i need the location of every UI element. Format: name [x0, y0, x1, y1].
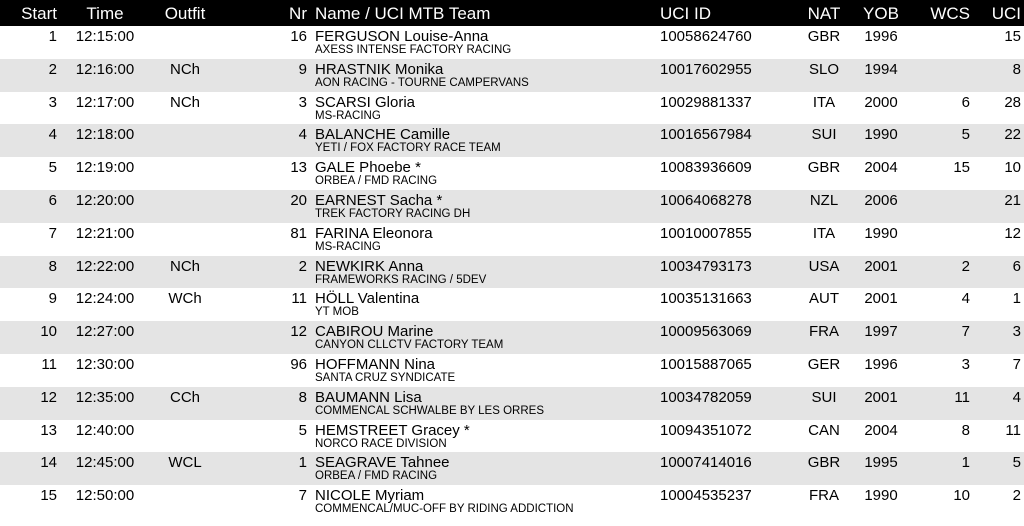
uci-id-cell: 10064068278 — [660, 191, 752, 209]
yob-cell: 1997 — [864, 323, 898, 341]
header-nat: NAT — [807, 4, 841, 23]
time-cell: 12:18:00 — [75, 126, 135, 144]
yob-cell: 2000 — [864, 93, 898, 111]
nr-cell: 20 — [290, 191, 307, 209]
nr-cell: 9 — [298, 60, 307, 78]
rider-name: BALANCHE Camille — [315, 126, 451, 144]
time-cell: 12:50:00 — [75, 487, 135, 505]
table-row — [0, 190, 1024, 223]
table-row — [0, 256, 1024, 289]
wcs-cell: 3 — [961, 355, 970, 373]
team-name: FRAMEWORKS RACING / 5DEV — [315, 273, 487, 286]
time-cell: 12:24:00 — [75, 290, 135, 308]
start-cell: 7 — [48, 224, 57, 242]
start-cell: 1 — [48, 28, 57, 45]
nr-cell: 81 — [290, 224, 307, 242]
table-row — [0, 420, 1024, 453]
rider-name: BAUMANN Lisa — [315, 388, 422, 406]
rider-name: GALE Phoebe * — [315, 159, 421, 177]
nat-cell: SUI — [811, 126, 837, 144]
team-name: COMMENCAL/MUC-OFF BY RIDING ADDICTION — [315, 503, 574, 516]
yob-cell: 2004 — [864, 421, 898, 439]
header-uci-points: UCI — [991, 4, 1021, 23]
start-cell: 11 — [41, 355, 57, 373]
wcs-cell: 15 — [953, 159, 970, 177]
time-cell: 12:35:00 — [75, 388, 135, 406]
rider-name: FARINA Eleonora — [315, 224, 433, 242]
rider-name: NICOLE Myriam — [315, 487, 425, 505]
start-cell: 14 — [40, 454, 57, 472]
uci-id-cell: 10058624760 — [660, 28, 752, 45]
uci-id-cell: 10029881337 — [660, 93, 752, 111]
time-cell: 12:27:00 — [75, 323, 135, 341]
uci-id-cell: 10034793173 — [660, 257, 752, 275]
yob-cell: 2006 — [864, 191, 898, 209]
rider-name: CABIROU Marine — [315, 323, 434, 341]
start-cell: 8 — [48, 257, 57, 275]
uci-points-cell: 8 — [1012, 60, 1021, 78]
nr-cell: 13 — [290, 159, 307, 177]
outfit-cell: CCh — [169, 388, 200, 406]
yob-cell: 1995 — [864, 454, 898, 472]
header-yob: YOB — [863, 4, 899, 23]
header-name: Name / UCI MTB Team — [315, 4, 491, 23]
rider-name: HEMSTREET Gracey * — [315, 421, 470, 439]
nr-cell: 16 — [290, 28, 307, 45]
table-row — [0, 59, 1024, 92]
outfit-cell: NCh — [169, 257, 200, 275]
start-cell: 6 — [48, 191, 57, 209]
time-cell: 12:30:00 — [75, 355, 135, 373]
uci-id-cell: 10004535237 — [660, 487, 752, 505]
uci-points-cell: 5 — [1012, 454, 1021, 472]
uci-id-cell: 10009563069 — [660, 323, 752, 341]
yob-cell: 1994 — [864, 60, 898, 78]
yob-cell: 1990 — [864, 487, 898, 505]
table-row — [0, 288, 1024, 321]
nr-cell: 1 — [298, 454, 307, 472]
table-row — [0, 321, 1024, 354]
team-name: CANYON CLLCTV FACTORY TEAM — [315, 339, 504, 352]
outfit-cell: WCL — [168, 454, 202, 472]
team-name: YT MOB — [315, 306, 359, 319]
nat-cell: USA — [808, 257, 840, 275]
team-name: COMMENCAL SCHWALBE BY LES ORRES — [315, 404, 544, 417]
outfit-cell: WCh — [168, 290, 202, 308]
uci-points-cell: 21 — [1004, 191, 1021, 209]
start-cell: 12 — [40, 388, 57, 406]
uci-points-cell: 10 — [1004, 159, 1021, 177]
rider-name: EARNEST Sacha * — [315, 191, 443, 209]
time-cell: 12:45:00 — [75, 454, 135, 472]
wcs-cell: 7 — [961, 323, 970, 341]
wcs-cell: 10 — [953, 487, 970, 505]
team-name: SANTA CRUZ SYNDICATE — [315, 371, 456, 384]
uci-id-cell: 10083936609 — [660, 159, 752, 177]
table-row — [0, 92, 1024, 125]
header-start: Start — [21, 4, 57, 23]
uci-points-cell: 28 — [1004, 93, 1021, 111]
table-row — [0, 223, 1024, 256]
table-row — [0, 387, 1024, 420]
team-name: YETI / FOX FACTORY RACE TEAM — [315, 142, 501, 155]
start-cell: 3 — [48, 93, 57, 111]
nat-cell: GBR — [807, 454, 841, 472]
start-cell: 5 — [48, 159, 57, 177]
wcs-cell: 2 — [961, 257, 970, 275]
nr-cell: 3 — [298, 93, 307, 111]
header-time: Time — [86, 4, 124, 23]
table-row — [0, 452, 1024, 485]
header-wcs: WCS — [930, 4, 970, 23]
header-outfit: Outfit — [164, 4, 206, 23]
time-cell: 12:19:00 — [75, 159, 135, 177]
yob-cell: 1996 — [864, 355, 898, 373]
uci-points-cell: 2 — [1012, 487, 1021, 505]
start-cell: 9 — [48, 290, 57, 308]
header-nr: Nr — [289, 4, 307, 23]
uci-points-cell: 11 — [1005, 421, 1021, 439]
time-cell: 12:40:00 — [75, 421, 135, 439]
team-name: AXESS INTENSE FACTORY RACING — [315, 44, 512, 56]
table-row — [0, 157, 1024, 190]
header-uci-id: UCI ID — [660, 4, 711, 23]
nr-cell: 2 — [298, 257, 307, 275]
nat-cell: GER — [807, 355, 841, 373]
uci-points-cell: 4 — [1012, 388, 1021, 406]
start-cell: 4 — [48, 126, 57, 144]
nr-cell: 12 — [290, 323, 307, 341]
time-cell: 12:16:00 — [75, 60, 135, 78]
start-cell: 15 — [40, 487, 57, 505]
uci-id-cell: 10015887065 — [660, 355, 752, 373]
yob-cell: 1996 — [864, 28, 898, 45]
uci-id-cell: 10017602955 — [660, 60, 752, 78]
nat-cell: SUI — [811, 388, 837, 406]
rider-name: HOFFMANN Nina — [315, 355, 436, 373]
rider-name: FERGUSON Louise-Anna — [315, 28, 489, 45]
team-name: MS-RACING — [315, 240, 381, 253]
wcs-cell: 4 — [961, 290, 970, 308]
outfit-cell: NCh — [169, 60, 200, 78]
time-cell: 12:22:00 — [75, 257, 135, 275]
wcs-cell: 11 — [954, 388, 970, 406]
start-cell: 2 — [48, 60, 57, 78]
uci-id-cell: 10010007855 — [660, 224, 752, 242]
yob-cell: 2004 — [864, 159, 898, 177]
nat-cell: FRA — [809, 323, 839, 341]
team-name: ORBEA / FMD RACING — [315, 470, 438, 483]
uci-id-cell: 10094351072 — [660, 421, 752, 439]
time-cell: 12:15:00 — [75, 28, 135, 45]
nat-cell: AUT — [809, 290, 839, 308]
nr-cell: 4 — [298, 126, 307, 144]
nr-cell: 96 — [290, 355, 307, 373]
uci-points-cell: 7 — [1012, 355, 1021, 373]
nr-cell: 7 — [298, 487, 307, 505]
uci-id-cell: 10035131663 — [660, 290, 752, 308]
table-body — [0, 26, 1024, 518]
table-row — [0, 124, 1024, 157]
nat-cell: CAN — [808, 421, 840, 439]
uci-id-cell: 10016567984 — [660, 126, 752, 144]
nr-cell: 11 — [291, 290, 307, 308]
wcs-cell: 6 — [961, 93, 970, 111]
start-cell: 10 — [40, 323, 57, 341]
nat-cell: ITA — [812, 224, 836, 242]
wcs-cell: 5 — [961, 126, 970, 144]
team-name: TREK FACTORY RACING DH — [315, 207, 471, 220]
rider-name: SCARSI Gloria — [315, 93, 416, 111]
yob-cell: 2001 — [864, 257, 898, 275]
uci-id-cell: 10034782059 — [660, 388, 752, 406]
nat-cell: ITA — [812, 93, 836, 111]
time-cell: 12:21:00 — [75, 224, 135, 242]
team-name: MS-RACING — [315, 109, 381, 122]
uci-points-cell: 6 — [1012, 257, 1021, 275]
uci-points-cell: 3 — [1012, 323, 1021, 341]
team-name: NORCO RACE DIVISION — [315, 437, 447, 450]
nat-cell: SLO — [808, 60, 839, 78]
wcs-cell: 8 — [961, 421, 970, 439]
uci-points-cell: 15 — [1004, 28, 1021, 45]
nat-cell: GBR — [807, 28, 841, 45]
yob-cell: 1990 — [864, 224, 898, 242]
yob-cell: 2001 — [864, 388, 898, 406]
table-row — [0, 26, 1024, 59]
time-cell: 12:20:00 — [75, 191, 135, 209]
team-name: ORBEA / FMD RACING — [315, 175, 438, 188]
rider-name: HRASTNIK Monika — [315, 60, 444, 78]
uci-id-cell: 10007414016 — [660, 454, 752, 472]
uci-points-cell: 12 — [1004, 224, 1021, 242]
table-row — [0, 354, 1024, 387]
outfit-cell: NCh — [169, 93, 200, 111]
rider-name: HÖLL Valentina — [315, 290, 420, 308]
rider-name: NEWKIRK Anna — [315, 257, 424, 275]
table-header — [0, 0, 1024, 26]
start-cell: 13 — [40, 421, 57, 439]
rider-name: SEAGRAVE Tahnee — [315, 454, 450, 472]
nr-cell: 5 — [298, 421, 307, 439]
nat-cell: FRA — [809, 487, 839, 505]
nr-cell: 8 — [298, 388, 307, 406]
wcs-cell: 1 — [961, 454, 970, 472]
table-row — [0, 485, 1024, 518]
uci-points-cell: 22 — [1004, 126, 1021, 144]
uci-points-cell: 1 — [1012, 290, 1021, 308]
yob-cell: 2001 — [864, 290, 898, 308]
team-name: AON RACING - TOURNE CAMPERVANS — [315, 76, 529, 89]
yob-cell: 1990 — [864, 126, 898, 144]
nat-cell: NZL — [809, 191, 839, 209]
nat-cell: GBR — [807, 159, 841, 177]
time-cell: 12:17:00 — [75, 93, 135, 111]
